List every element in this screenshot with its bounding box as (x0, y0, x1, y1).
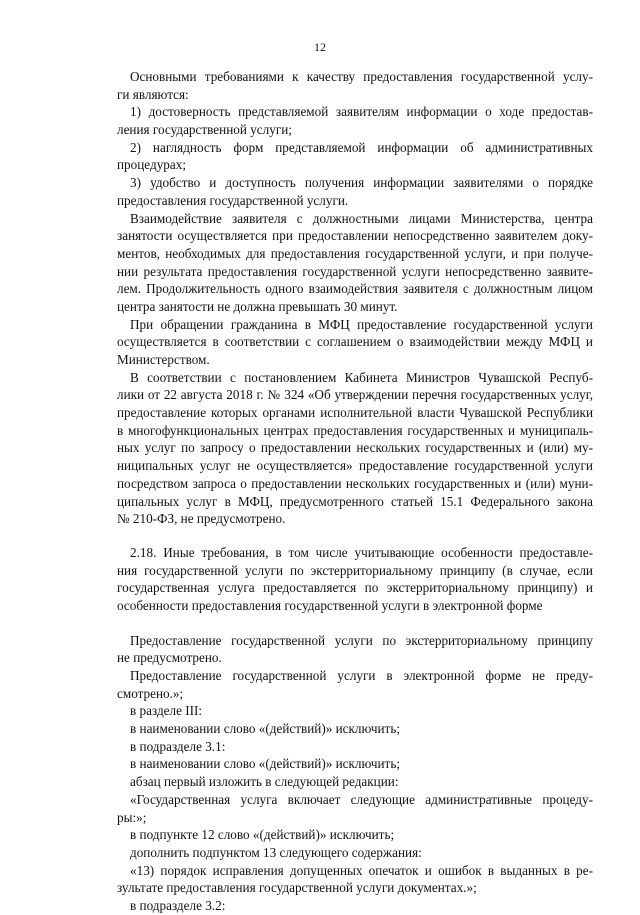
text-line-p2-2: ления государственной услуги; (117, 122, 292, 138)
text-line-p3-2: процедурах; (117, 157, 186, 173)
text-line-p15-1: «Государственная услуга включает следующие административные процеду- (130, 791, 593, 807)
text-line-p14: абзац первый изложить в следующей редакции: (130, 774, 399, 790)
document-body (117, 68, 593, 915)
text-line-p7-9: № 210-ФЗ, не предусмотрено. (117, 511, 286, 527)
text-line-p8-1: Предоставление государственной услуги по экстерриториальному принципу (130, 632, 593, 648)
paragraph-gap (117, 528, 593, 544)
text-line-p19: в подразделе 3.2: (130, 897, 226, 913)
text-line-p5-2: занятости осуществляется при предоставлении непосредственно заявителем доку- (117, 228, 593, 244)
text-line-p4-1: 3) удобство и доступность получения информации заявителями о порядке (130, 175, 593, 191)
text-line-p13: в наименовании слово «(действий)» исключить; (130, 756, 400, 772)
text-line-p7-8: ципальных услуг в МФЦ, предусмотренного статьей 15.1 Федерального закона (117, 493, 593, 509)
text-line-p7-7: посредством запроса о предоставлении нескольких государственных и (или) муни- (117, 475, 593, 491)
text-line-h1-3: государственная услуга предоставляется по экстерриториальному принципу) и (117, 580, 593, 596)
text-line-p9-1: Предоставление государственной услуги в электронной форме не преду- (130, 668, 593, 683)
text-line-h1-2: ния государственной услуги по экстерриториальному принципу (в случае, если (117, 562, 593, 578)
text-line-p2-1: 1) достоверность представляемой заявителям информации о ходе предостав- (130, 104, 593, 120)
text-line-h1-1: 2.18. Иные требования, в том числе учитывающие особенности предоставле- (130, 544, 593, 560)
text-line-p5-5: лем. Продолжительность одного взаимодействия заявителя с должностным лицом (117, 281, 593, 297)
text-line-p12: в подразделе 3.1: (130, 738, 226, 754)
text-line-p6-2: осуществляется в соответствии с соглашением о взаимодействии между МФЦ и (117, 334, 593, 350)
text-line-p5-4: нии результата предоставления государственной услуги непосредственно заявите- (117, 263, 593, 279)
text-line-p6-1: При обращении гражданина в МФЦ предоставление государственной услуги (130, 316, 593, 332)
text-line-p6-3: Министерством. (117, 352, 210, 367)
text-line-p5-1: Взаимодействие заявителя с должностными лицами Министерства, центра (130, 210, 593, 226)
text-line-p1-2: ги являются: (117, 86, 189, 102)
text-line-p7-6: ниципальных услуг не осуществляется» предоставление государственной услуги (117, 458, 593, 474)
text-line-p3-1: 2) наглядность форм представляемой информации об административных (130, 139, 593, 155)
text-line-p17: дополнить подпунктом 13 следующего содержания: (130, 844, 422, 860)
text-line-p7-2: лики от 22 августа 2018 г. № 324 «Об утверждении перечня государственных услуг, (117, 387, 593, 403)
page-number: 12 (314, 40, 326, 54)
text-line-p7-4: в многофункциональных центрах предоставления государственных и муниципаль- (117, 422, 593, 438)
text-line-p1-1: Основными требованиями к качеству предоставления государственной услу- (130, 69, 593, 84)
text-line-p15-2: ры:»; (117, 809, 147, 825)
text-line-p7-1: В соответствии с постановлением Кабинета Министров Чувашской Респуб- (130, 369, 593, 385)
text-line-p11: в наименовании слово «(действий)» исключить; (130, 721, 400, 737)
paragraph-gap (117, 615, 593, 632)
text-line-p18-2: зультате предоставления государственной услуги документах.»; (117, 880, 477, 896)
text-line-p8-2: не предусмотрено. (117, 650, 222, 666)
text-line-h1-4: особенности предоставления государственной услуги в электронной форме (117, 597, 543, 613)
text-line-p7-3: предоставление которых органами исполнительной власти Чувашской Республики (117, 405, 593, 421)
text-line-p7-5: ных услуг по запросу о предоставлении нескольких государственных и (или) му- (117, 440, 593, 456)
text-line-p18-1: «13) порядок исправления допущенных опечаток и ошибок в выданных в ре- (130, 862, 593, 878)
text-line-p4-2: предоставления государственной услуги. (117, 192, 349, 208)
text-line-p5-6: центра занятости не должна превышать 30 минут. (117, 298, 398, 314)
text-line-p9-2: смотрено.»; (117, 685, 184, 701)
text-line-p10: в разделе III: (130, 703, 203, 719)
text-line-p16: в подпункте 12 слово «(действий)» исключить; (130, 827, 395, 843)
text-line-p5-3: ментов, необходимых для предоставления государственной услуги, и при получе- (117, 245, 593, 261)
